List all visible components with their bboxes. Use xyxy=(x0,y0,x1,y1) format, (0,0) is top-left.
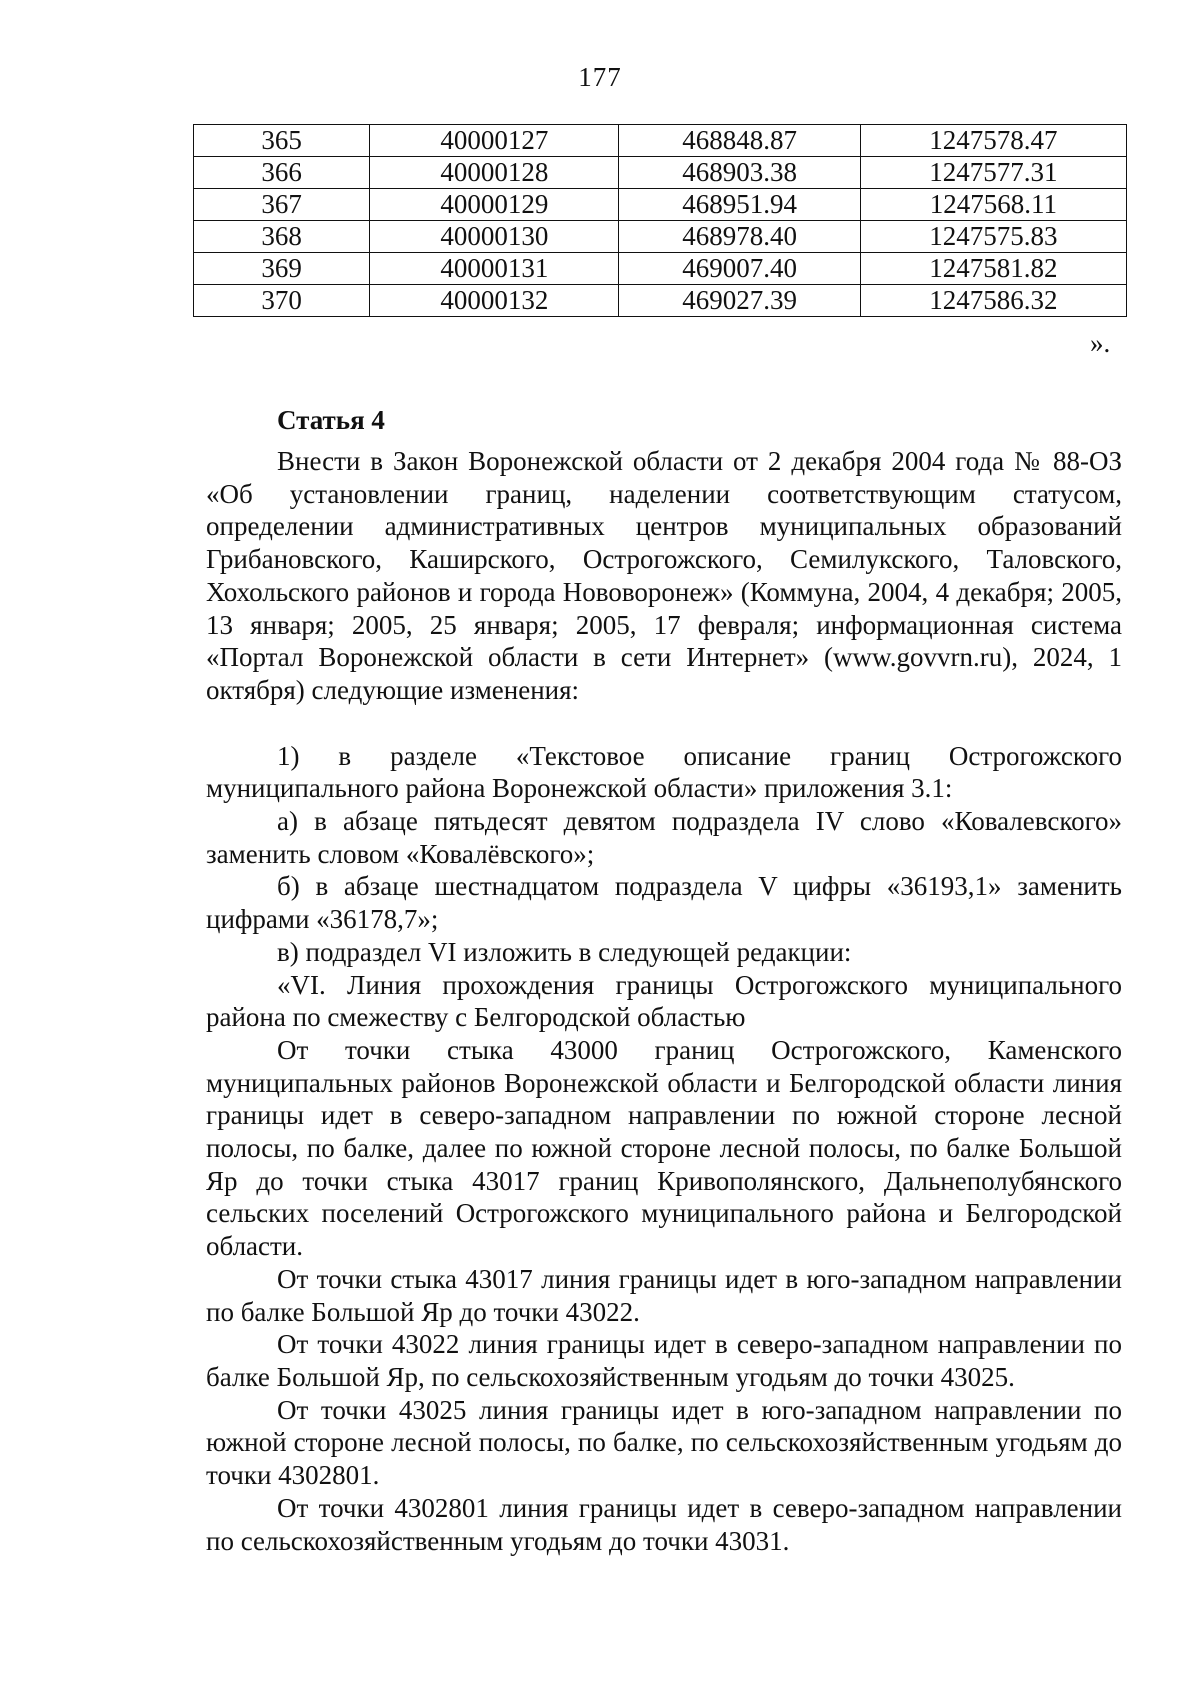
article-body xyxy=(206,445,1122,1557)
table-row xyxy=(194,157,1127,189)
table-row xyxy=(194,253,1127,285)
x-coordinate-cell: 469027.39 xyxy=(619,285,860,317)
coordinates-table xyxy=(193,124,1127,317)
row-number-cell: 370 xyxy=(194,285,370,317)
y-coordinate-cell: 1247581.82 xyxy=(860,253,1126,285)
point-id-cell: 40000130 xyxy=(370,221,619,253)
y-coordinate-cell: 1247575.83 xyxy=(860,221,1126,253)
coordinates-table-body xyxy=(194,125,1127,317)
row-number-cell: 365 xyxy=(194,125,370,157)
x-coordinate-cell: 468903.38 xyxy=(619,157,860,189)
table-row xyxy=(194,189,1127,221)
table-closing-quote: ». xyxy=(1090,328,1111,358)
amendment-item-1: 1) в разделе «Текстовое описание границ Острогожского муниципального района Воронежской области» приложения 3.1: xyxy=(206,740,1122,804)
table-row xyxy=(194,125,1127,157)
y-coordinate-cell: 1247586.32 xyxy=(860,285,1126,317)
x-coordinate-cell: 468978.40 xyxy=(619,221,860,253)
boundary-paragraph-2: От точки стыка 43017 линия границы идет в юго-западном направлении по балке Большой Яр до точки 43022. xyxy=(206,1263,1122,1327)
article-intro-paragraph: Внести в Закон Воронежской области от 2 декабря 2004 года № 88-ОЗ «Об установлении границ, наделении соответствующим статусом, определении административных центров муниципальных образований Грибановского, Каширского, Острогожского, Семилукского, Таловского, Хохольского районов и города Нововоронеж» (Коммуна, 2004, 4 декабря; 2005, 13 января; 2005, 25 января; 2005, 17 февраля; информационная система «Портал Воронежской области в сети Интернет» (www.govvrn.ru), 2024, 1 октября) следующие изменения: xyxy=(206,446,1122,705)
amendment-item-v: в) подраздел VI изложить в следующей редакции: xyxy=(277,936,852,967)
amendment-item-b: б) в абзаце шестнадцатом подраздела V цифры «36193,1» заменить цифрами «36178,7»; xyxy=(206,871,1122,935)
boundary-paragraph-3: От точки 43022 линия границы идет в северо-западном направлении по балке Большой Яр, по сельскохозяйственным угодьям до точки 43025. xyxy=(206,1329,1122,1392)
x-coordinate-cell: 468848.87 xyxy=(619,125,860,157)
x-coordinate-cell: 469007.40 xyxy=(619,253,860,285)
boundary-paragraph-1: От точки стыка 43000 границ Острогожского, Каменского муниципальных районов Воронежской области и Белгородской области линия границы идет в северо-западном направлении по южной стороне лесной полосы, по балке, далее по южной стороне лесной полосы, по балке Большой Яр до точки стыка 43017 границ Кривополянского, Дальнеполубянского сельских поселений Острогожского муниципального района и Белгородской области. xyxy=(206,1034,1122,1262)
point-id-cell: 40000128 xyxy=(370,157,619,189)
point-id-cell: 40000129 xyxy=(370,189,619,221)
row-number-cell: 368 xyxy=(194,221,370,253)
point-id-cell: 40000132 xyxy=(370,285,619,317)
page-number: 177 xyxy=(578,62,622,92)
y-coordinate-cell: 1247578.47 xyxy=(860,125,1126,157)
boundary-paragraph-4: От точки 43025 линия границы идет в юго-западном направлении по южной стороне лесной полосы, по балке, по сельскохозяйственным угодьям до точки 4302801. xyxy=(206,1394,1122,1491)
x-coordinate-cell: 468951.94 xyxy=(619,189,860,221)
point-id-cell: 40000131 xyxy=(370,253,619,285)
table-row xyxy=(194,221,1127,253)
amendment-item-a: а) в абзаце пятьдесят девятом подраздела IV слово «Ковалевского» заменить словом «Ковалёвского»; xyxy=(206,806,1122,869)
y-coordinate-cell: 1247577.31 xyxy=(860,157,1126,189)
row-number-cell: 367 xyxy=(194,189,370,221)
section-vi-title: «VI. Линия прохождения границы Острогожского муниципального района по смежеству с Белгородской областью xyxy=(206,969,1122,1033)
row-number-cell: 369 xyxy=(194,253,370,285)
article-heading: Статья 4 xyxy=(277,405,385,435)
boundary-paragraph-5: От точки 4302801 линия границы идет в северо-западном направлении по сельскохозяйственным угодьям до точки 43031. xyxy=(206,1492,1122,1556)
y-coordinate-cell: 1247568.11 xyxy=(860,189,1126,221)
table-row xyxy=(194,285,1127,317)
point-id-cell: 40000127 xyxy=(370,125,619,157)
row-number-cell: 366 xyxy=(194,157,370,189)
